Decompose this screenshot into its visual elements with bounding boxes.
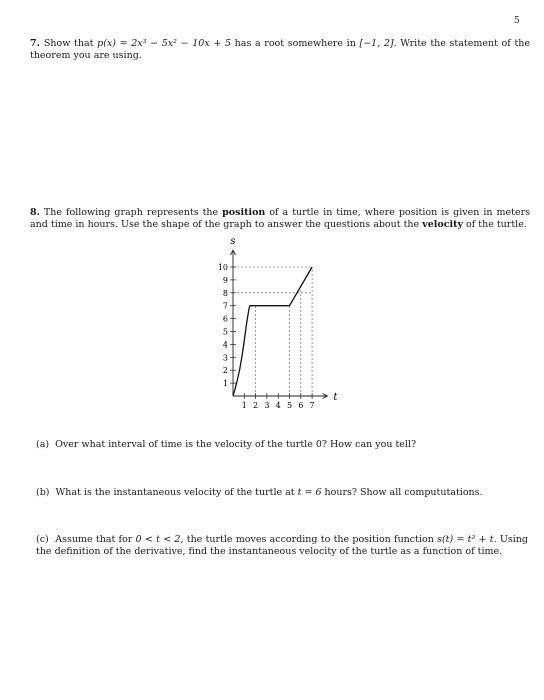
problem-8 — [30, 207, 530, 231]
part-c-text-b: , the turtle moves according to the position function — [180, 534, 438, 545]
y-tick-label: 6 — [222, 314, 228, 324]
part-a-label: (a) — [36, 439, 50, 450]
part-b-expr: t = 6 — [297, 487, 322, 498]
part-c-text-c: . Using the definition of the derivative, find the instantaneous velocity of the turtle as a function of time. — [36, 534, 528, 557]
y-tick-label: 5 — [222, 327, 228, 337]
x-tick-label: 7 — [309, 401, 315, 410]
y-axis-label: s — [230, 238, 236, 248]
x-tick-label: 5 — [286, 401, 293, 410]
position-curve — [233, 267, 312, 396]
part-a-text: Over what interval of time is the velocity of the turtle 0? How can you tell? — [55, 439, 417, 450]
part-b-label: (b) — [36, 487, 50, 498]
y-tick-label: 10 — [217, 263, 228, 272]
y-tick-label: 9 — [222, 275, 228, 285]
problem-7-number: 7. — [30, 38, 40, 49]
position-graph — [205, 238, 365, 423]
part-c — [36, 534, 528, 558]
problem-7-interval: [−1, 2] — [359, 38, 394, 49]
problem-8-text-a: The following graph represents the — [43, 207, 223, 218]
x-tick-label: 4 — [275, 401, 281, 410]
x-tick-label: 6 — [298, 401, 304, 410]
problem-8-bold-position: position — [222, 207, 266, 218]
problem-7-function: p(x) = 2x³ − 5x² − 10x + 5 — [97, 38, 231, 49]
y-tick-label: 7 — [222, 301, 228, 311]
y-tick-label: 4 — [222, 340, 228, 350]
problem-7-text-a: Show that — [43, 38, 98, 49]
part-b-text-b: hours? Show all compututations. — [321, 487, 483, 498]
ticks — [218, 263, 315, 410]
problem-8-bold-velocity: velocity — [422, 219, 464, 230]
problem-7 — [30, 38, 530, 62]
y-tick-label: 1 — [222, 379, 228, 389]
problem-7-text-c: . Write the statement of the theorem you are using. — [30, 38, 530, 61]
y-tick-label: 2 — [222, 366, 228, 376]
part-b-text-a: What is the instantaneous velocity of the turtle at — [55, 487, 298, 498]
part-c-condition: 0 < t < 2 — [135, 534, 181, 545]
problem-8-number: 8. — [30, 207, 40, 218]
part-a — [36, 439, 528, 451]
x-tick-label: 2 — [253, 401, 259, 410]
problem-8-text-c: of the turtle. — [463, 219, 527, 230]
y-tick-label: 3 — [222, 353, 228, 363]
problem-7-text-b: has a root somewhere in — [231, 38, 360, 49]
part-c-text-a: Assume that for — [55, 534, 136, 545]
x-axis-label: t — [333, 392, 338, 403]
problem-8-text-b: of a turtle in time, where position is given in meters and time in hours. Use the shape of the graph to answer the questions about the — [30, 207, 531, 230]
x-tick-label: 1 — [241, 401, 247, 410]
part-c-label: (c) — [36, 534, 49, 545]
part-b — [36, 487, 528, 499]
y-tick-label: 8 — [222, 288, 228, 298]
page-number: 5 — [514, 16, 520, 26]
part-c-function: s(t) = t² + t — [437, 534, 494, 545]
position-line — [233, 267, 312, 396]
x-tick-label: 3 — [264, 401, 270, 410]
